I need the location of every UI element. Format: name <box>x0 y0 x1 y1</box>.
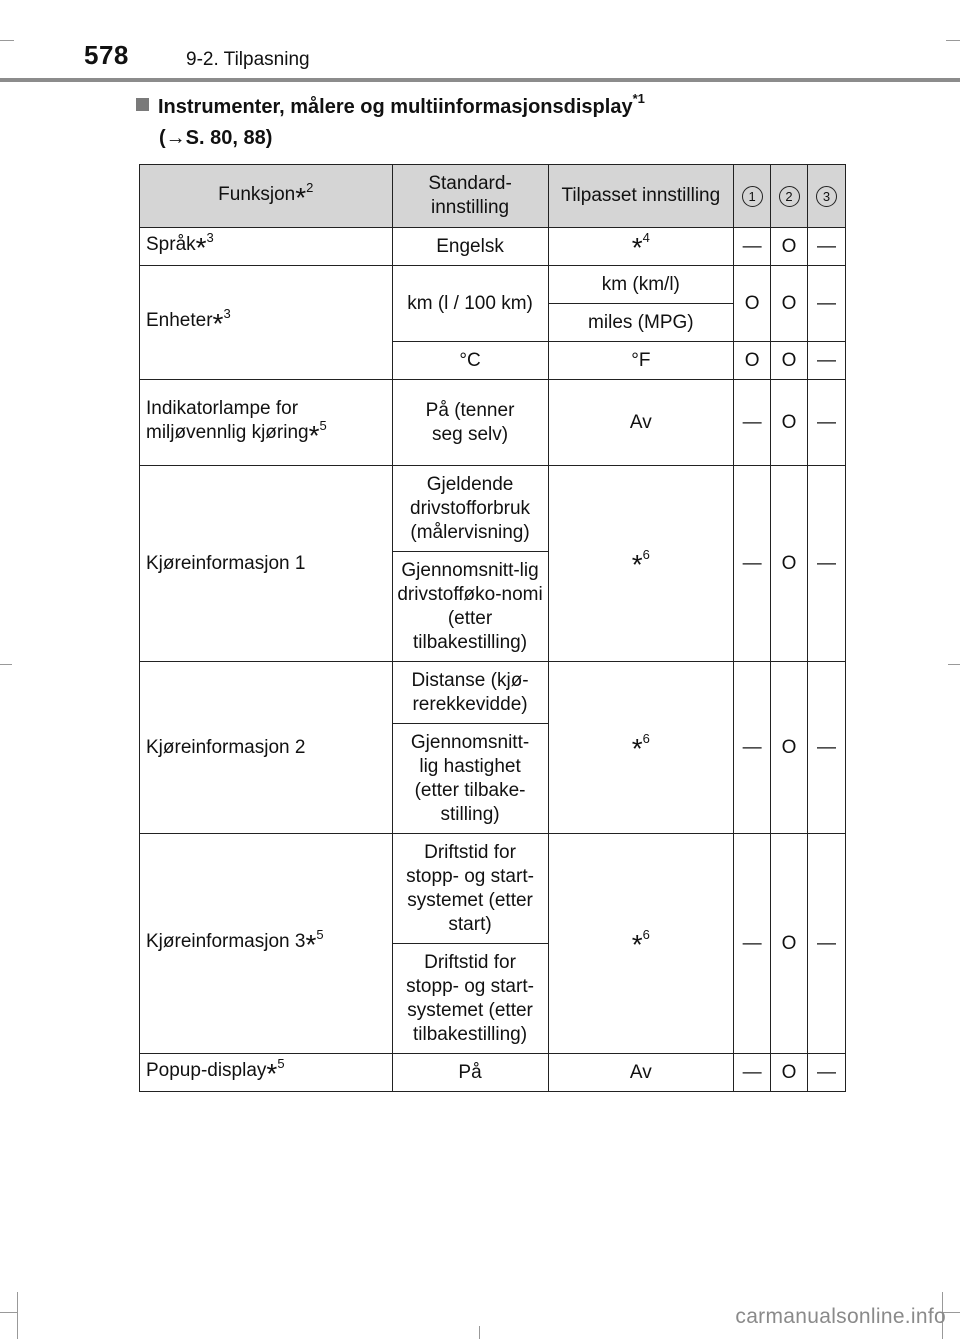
default-cell: På <box>392 1054 548 1092</box>
default-cell: Engelsk <box>392 228 548 266</box>
default-cell: Gjeldende drivstofforbruk (målervisning) <box>392 466 548 552</box>
col1-cell: — <box>734 466 771 662</box>
crop-mark <box>946 40 960 41</box>
col1-cell: O <box>734 266 771 342</box>
footer-watermark: carmanualsonline.info <box>735 1305 946 1328</box>
col1-cell: — <box>734 1054 771 1092</box>
custom-cell: *$^6$ <box>548 466 734 662</box>
function-cell: Enheter*$^3$ <box>140 266 393 380</box>
col2-cell: O <box>771 342 808 380</box>
settings-table <box>139 164 846 1092</box>
crop-mark <box>0 664 12 665</box>
footnote-marker: *1 <box>632 91 645 106</box>
col1-cell: O <box>734 342 771 380</box>
circled-number-icon: 2 <box>779 186 800 207</box>
col3-cell: — <box>808 662 846 834</box>
table-row <box>140 466 846 552</box>
function-cell: Kjøreinformasjon 2 <box>140 662 393 834</box>
default-cell: km (l / 100 km) <box>392 266 548 342</box>
col1-cell: — <box>734 380 771 466</box>
col1-cell: — <box>734 228 771 266</box>
col2-cell: O <box>771 380 808 466</box>
header-rule <box>0 78 960 82</box>
crop-mark <box>0 40 14 41</box>
circled-number-icon: 1 <box>742 186 763 207</box>
custom-cell: °F <box>548 342 734 380</box>
section-reference: (→S. 80, 88) <box>159 127 273 149</box>
default-cell: På (tenner seg selv) <box>392 380 548 466</box>
default-cell: Driftstid for stopp- og start-systemet (etter start) <box>392 834 548 944</box>
circled-number-icon: 3 <box>816 186 837 207</box>
custom-cell: miles (MPG) <box>548 304 734 342</box>
default-cell: Driftstid for stopp- og start-systemet (etter tilbakestilling) <box>392 944 548 1054</box>
col3-cell: — <box>808 834 846 1054</box>
section-title-text: Instrumenter, målere og multiinformasjonsdisplay <box>158 96 633 118</box>
function-cell: Språk*$^3$ <box>140 228 393 266</box>
table-row <box>140 662 846 724</box>
default-cell: Gjennomsnitt-lig drivstofføko-nomi (etter tilbakestilling) <box>392 552 548 662</box>
col2-cell: O <box>771 662 808 834</box>
col3-cell: — <box>808 228 846 266</box>
col2-cell: O <box>771 834 808 1054</box>
custom-cell: *$^6$ <box>548 834 734 1054</box>
custom-cell: *$^6$ <box>548 662 734 834</box>
col3-cell: — <box>808 380 846 466</box>
col2-cell: O <box>771 266 808 342</box>
table-row <box>140 380 846 466</box>
custom-cell: *$^4$ <box>548 228 734 266</box>
custom-cell: Av <box>548 1054 734 1092</box>
col3-cell: — <box>808 266 846 342</box>
function-cell: Kjøreinformasjon 3*$^5$ <box>140 834 393 1054</box>
col3-cell: — <box>808 1054 846 1092</box>
col1-cell: — <box>734 662 771 834</box>
crop-mark <box>17 1292 18 1339</box>
table-header-row <box>140 165 846 228</box>
square-bullet-icon <box>136 98 149 111</box>
section-title <box>136 92 645 154</box>
header-col2 <box>771 165 808 228</box>
col2-cell: O <box>771 466 808 662</box>
col2-cell: O <box>771 1054 808 1092</box>
header-default: Standard-innstilling <box>392 165 548 228</box>
header-function: Funksjon*$^2$ <box>140 165 393 228</box>
crop-mark <box>479 1326 480 1339</box>
table-row <box>140 1054 846 1092</box>
custom-cell: Av <box>548 380 734 466</box>
chapter-title: 9-2. Tilpasning <box>186 49 310 70</box>
header-custom: Tilpasset innstilling <box>548 165 734 228</box>
page-number: 578 <box>84 40 129 70</box>
col1-cell: — <box>734 834 771 1054</box>
function-cell: Popup-display*$^5$ <box>140 1054 393 1092</box>
table-row <box>140 228 846 266</box>
default-cell: °C <box>392 342 548 380</box>
crop-mark <box>948 664 960 665</box>
default-cell: Distanse (kjø-rerekkevidde) <box>392 662 548 724</box>
col2-cell: O <box>771 228 808 266</box>
function-cell: Kjøreinformasjon 1 <box>140 466 393 662</box>
table-row <box>140 834 846 944</box>
custom-cell: km (km/l) <box>548 266 734 304</box>
default-cell: Gjennomsnitt-lig hastighet (etter tilbake-stilling) <box>392 724 548 834</box>
header-col3 <box>808 165 846 228</box>
col3-cell: — <box>808 342 846 380</box>
col3-cell: — <box>808 466 846 662</box>
table-row <box>140 266 846 304</box>
function-cell: Indikatorlampe for miljøvennlig kjøring*$^5$ <box>140 380 393 466</box>
header-col1 <box>734 165 771 228</box>
crop-mark <box>0 1312 18 1313</box>
